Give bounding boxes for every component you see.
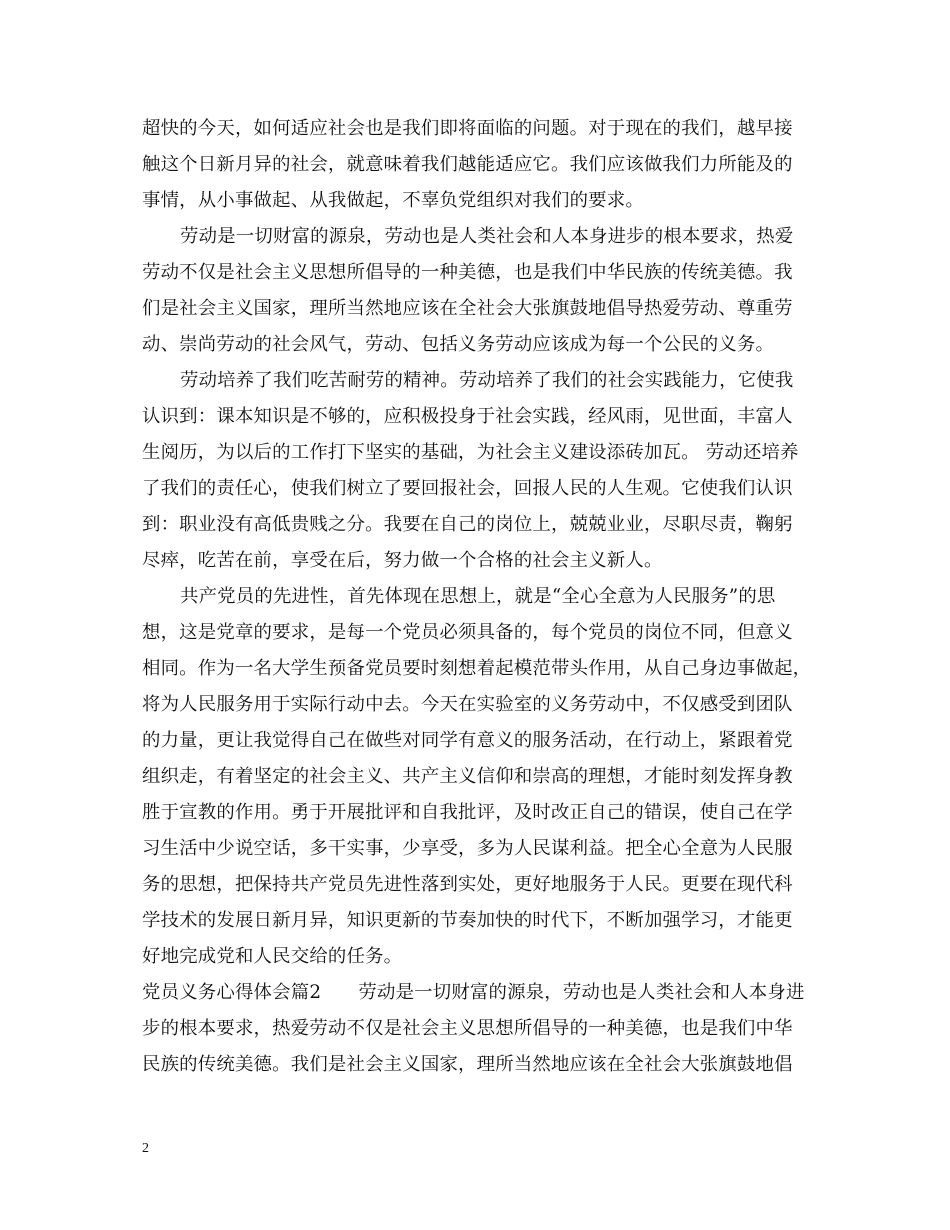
page-number: 2 [142, 1141, 149, 1156]
section-heading-line: 党员义务心得体会篇2 劳动是一切财富的源泉，劳动也是人类社会和人本身进 [142, 982, 805, 1003]
text-line: 民族的传统美德。我们是社会主义国家，理所当然地应该在全社会大张旗鼓地倡 [142, 1054, 793, 1075]
text-line: 组织走，有着坚定的社会主义、共产主义信仰和崇高的理想，才能时刻发挥身教 [142, 766, 793, 787]
text-line: 习生活中少说空话，多干实事，少享受，多为人民谋利益。把全心全意为人民服 [142, 838, 793, 859]
text-line: 好地完成党和人民交给的任务。 [142, 946, 403, 967]
text-line: 步的根本要求，热爱劳动不仅是社会主义思想所倡导的一种美德，也是我们中华 [142, 1018, 793, 1039]
text-line: 到：职业没有高低贵贱之分。我要在自己的岗位上，兢兢业业，尽职尽责，鞠躬 [142, 514, 793, 535]
text-line: 触这个日新月异的社会，就意味着我们越能适应它。我们应该做我们力所能及的 [142, 154, 793, 175]
text-line: 相同。作为一名大学生预备党员要时刻想着起模范带头作用，从自己身边事做起， [142, 658, 812, 679]
text-line: 了我们的责任心，使我们树立了要回报社会，回报人民的人生观。它使我们认识 [142, 478, 793, 499]
text-line: 动、崇尚劳动的社会风气，劳动、包括义务劳动应该成为每一个公民的义务。 [142, 334, 775, 355]
paragraph-start-line: 劳动是一切财富的源泉，劳动也是人类社会和人本身进步的根本要求，热爱 [180, 226, 794, 247]
text-line: 认识到：课本知识是不够的，应积极投身于社会实践，经风雨，见世面，丰富人 [142, 406, 793, 427]
text-line: 的力量，更让我觉得自己在做些对同学有意义的服务活动，在行动上，紧跟着党 [142, 730, 793, 751]
text-line: 想，这是党章的要求，是每一个党员必须具备的，每个党员的岗位不同，但意义 [142, 622, 793, 643]
text-line: 事情，从小事做起、从我做起，不辜负党组织对我们的要求。 [142, 190, 644, 211]
text-line: 学技术的发展日新月异，知识更新的节奏加快的时代下，不断加强学习，才能更 [142, 910, 793, 931]
text-line: 尽瘁，吃苦在前，享受在后，努力做一个合格的社会主义新人。 [142, 550, 663, 571]
text-line: 将为人民服务用于实际行动中去。今天在实验室的义务劳动中，不仅感受到团队 [142, 694, 793, 715]
paragraph-start-line: 共产党员的先进性，首先体现在思想上，就是“全心全意为人民服务”的思 [180, 586, 776, 607]
text-line: 超快的今天，如何适应社会也是我们即将面临的问题。对于现在的我们，越早接 [142, 118, 793, 139]
text-line: 胜于宣教的作用。勇于开展批评和自我批评，及时改正自己的错误，使自己在学 [142, 802, 793, 823]
text-line: 务的思想，把保持共产党员先进性落到实处，更好地服务于人民。更要在现代科 [142, 874, 793, 895]
text-line: 们是社会主义国家，理所当然地应该在全社会大张旗鼓地倡导热爱劳动、尊重劳 [142, 298, 793, 319]
paragraph-start-line: 劳动培养了我们吃苦耐劳的精神。劳动培养了我们的社会实践能力，它使我 [180, 370, 794, 391]
text-line: 生阅历，为以后的工作打下坚实的基础，为社会主义建设添砖加瓦。 劳动还培养 [142, 442, 799, 463]
text-line: 劳动不仅是社会主义思想所倡导的一种美德，也是我们中华民族的传统美德。我 [142, 262, 793, 283]
